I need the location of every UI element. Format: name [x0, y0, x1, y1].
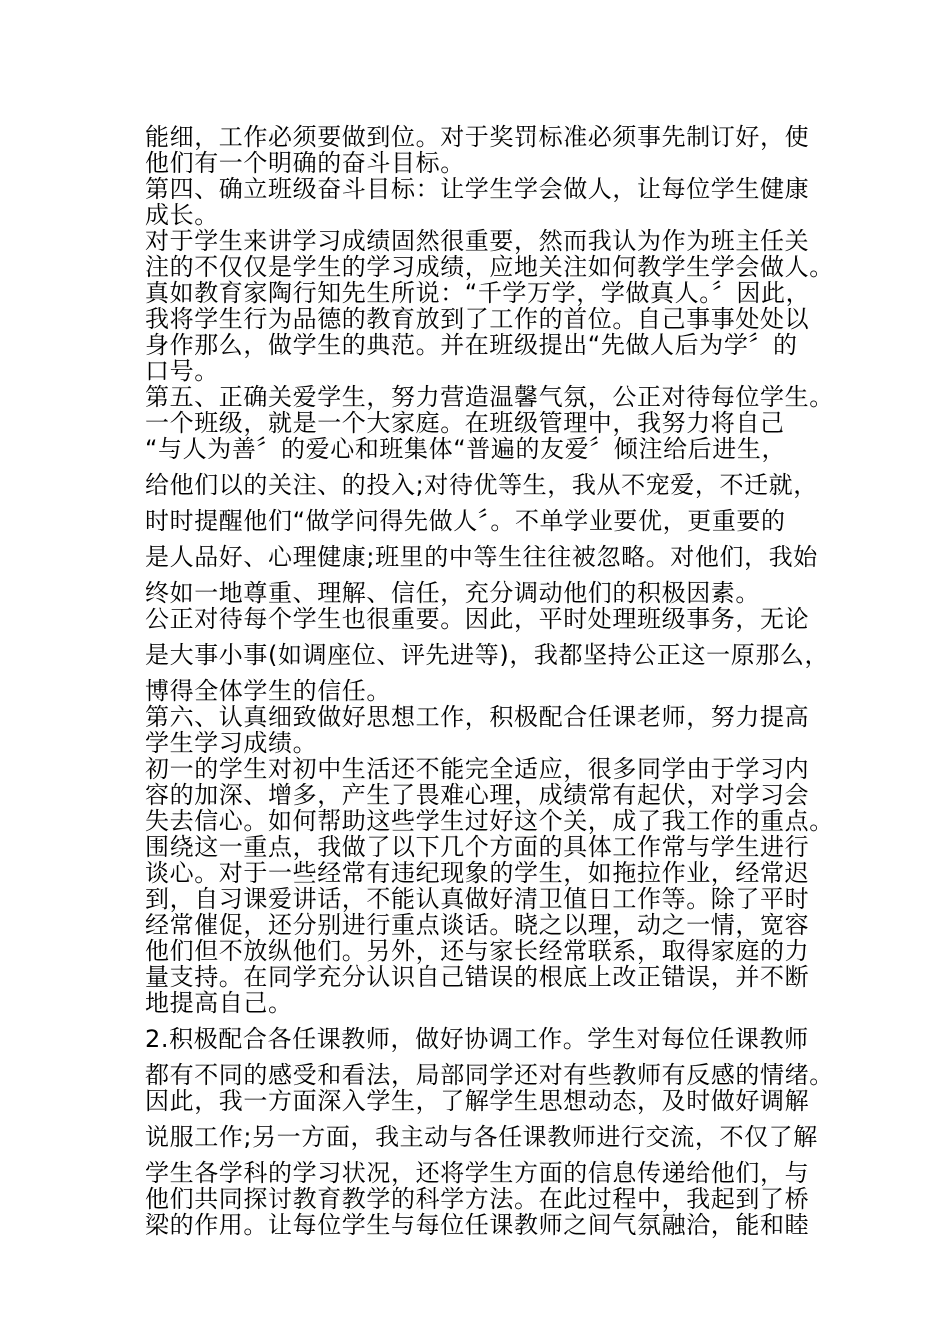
text-line: 公正对待每个学生也很重要。因此，平时处理班级事务，无论 — [145, 605, 810, 633]
text-line: 成长。 — [145, 201, 219, 229]
text-line: 第五、正确关爱学生，努力营造温馨气氛，公正对待每位学生。 — [145, 383, 834, 411]
text-line: “与人为善〞的爱心和班集体“普遍的友爱〞倾注给后进生， — [145, 435, 787, 463]
text-line: 一个班级，就是一个大家庭。在班级管理中，我努力将自己 — [145, 409, 785, 437]
text-line: 学生学习成绩。 — [145, 729, 318, 757]
text-line: 第四、确立班级奋斗目标：让学生学会做人，让每位学生健康 — [145, 175, 810, 203]
text-line: 量支持。在同学充分认识自己错误的根底上改正错误，并不断 — [145, 963, 810, 991]
text-line: 因此，我一方面深入学生，了解学生思想动态，及时做好调解 — [145, 1087, 810, 1115]
text-line: 终如一地尊重、理解、信任，充分调动他们的积极因素。 — [145, 579, 760, 607]
text-line: 谈心。对于一些经常有违纪现象的学生，如拖拉作业，经常迟 — [145, 859, 810, 887]
text-line: 地提高自己。 — [145, 989, 293, 1017]
text-line: 他们有一个明确的奋斗目标。 — [145, 149, 465, 177]
text-line: 经常催促，还分别进行重点谈话。晓之以理，动之一情，宽容 — [145, 911, 810, 939]
text-line: 都有不同的感受和看法，局部同学还对有些教师有反感的情绪。 — [145, 1061, 834, 1089]
text-line: 身作那么，做学生的典范。并在班级提出“先做人后为学〞的 — [145, 331, 798, 359]
text-line: 说服工作;另一方面，我主动与各任课教师进行交流，不仅了解 — [145, 1123, 818, 1151]
text-line: 容的加深、增多，产生了畏难心理，成绩常有起伏，对学习会 — [145, 781, 810, 809]
text-line: 2.积极配合各任课教师，做好协调工作。学生对每位任课教师 — [145, 1025, 809, 1053]
text-line: 口号。 — [145, 357, 219, 385]
text-line: 博得全体学生的信任。 — [145, 677, 391, 705]
text-line: 能细，工作必须要做到位。对于奖罚标准必须事先制订好，使 — [145, 123, 810, 151]
text-line: 梁的作用。让每位学生与每位任课教师之间气氛融洽，能和睦 — [145, 1211, 810, 1239]
text-line: 第六、认真细致做好思想工作，积极配合任课老师，努力提高 — [145, 703, 810, 731]
text-line: 是人品好、心理健康;班里的中等生往往被忽略。对他们，我始 — [145, 543, 818, 571]
text-line: 时时提醒他们“做学问得先做人〞。不单学业要优，更重要的 — [145, 507, 786, 535]
text-line: 他们但不放纵他们。另外，还与家长经常联系，取得家庭的力 — [145, 937, 810, 965]
text-line: 到，自习课爱讲话，不能认真做好清卫值日工作等。除了平时 — [145, 885, 810, 913]
text-line: 他们共同探讨教育教学的科学方法。在此过程中，我起到了桥 — [145, 1185, 810, 1213]
text-line: 失去信心。如何帮助这些学生过好这个关，成了我工作的重点。 — [145, 807, 834, 835]
text-line: 注的不仅仅是学生的学习成绩，应地关注如何教学生学会做人。 — [145, 253, 834, 281]
text-line: 真如教育家陶行知先生所说：“千学万学，学做真人。〞因此， — [145, 279, 811, 307]
text-line: 我将学生行为品德的教育放到了工作的首位。自己事事处处以 — [145, 305, 810, 333]
text-line: 学生各学科的学习状况，还将学生方面的信息传递给他们，与 — [145, 1159, 810, 1187]
text-line: 围绕这一重点，我做了以下几个方面的具体工作常与学生进行 — [145, 833, 810, 861]
text-line: 给他们以的关注、的投入;对待优等生，我从不宠爱，不迁就， — [145, 471, 818, 499]
text-line: 对于学生来讲学习成绩固然很重要，然而我认为作为班主任关 — [145, 227, 810, 255]
text-line: 初一的学生对初中生活还不能完全适应，很多同学由于学习内 — [145, 755, 810, 783]
text-line: 是大事小事(如调座位、评先进等)，我都坚持公正这一原那么， — [145, 641, 830, 669]
